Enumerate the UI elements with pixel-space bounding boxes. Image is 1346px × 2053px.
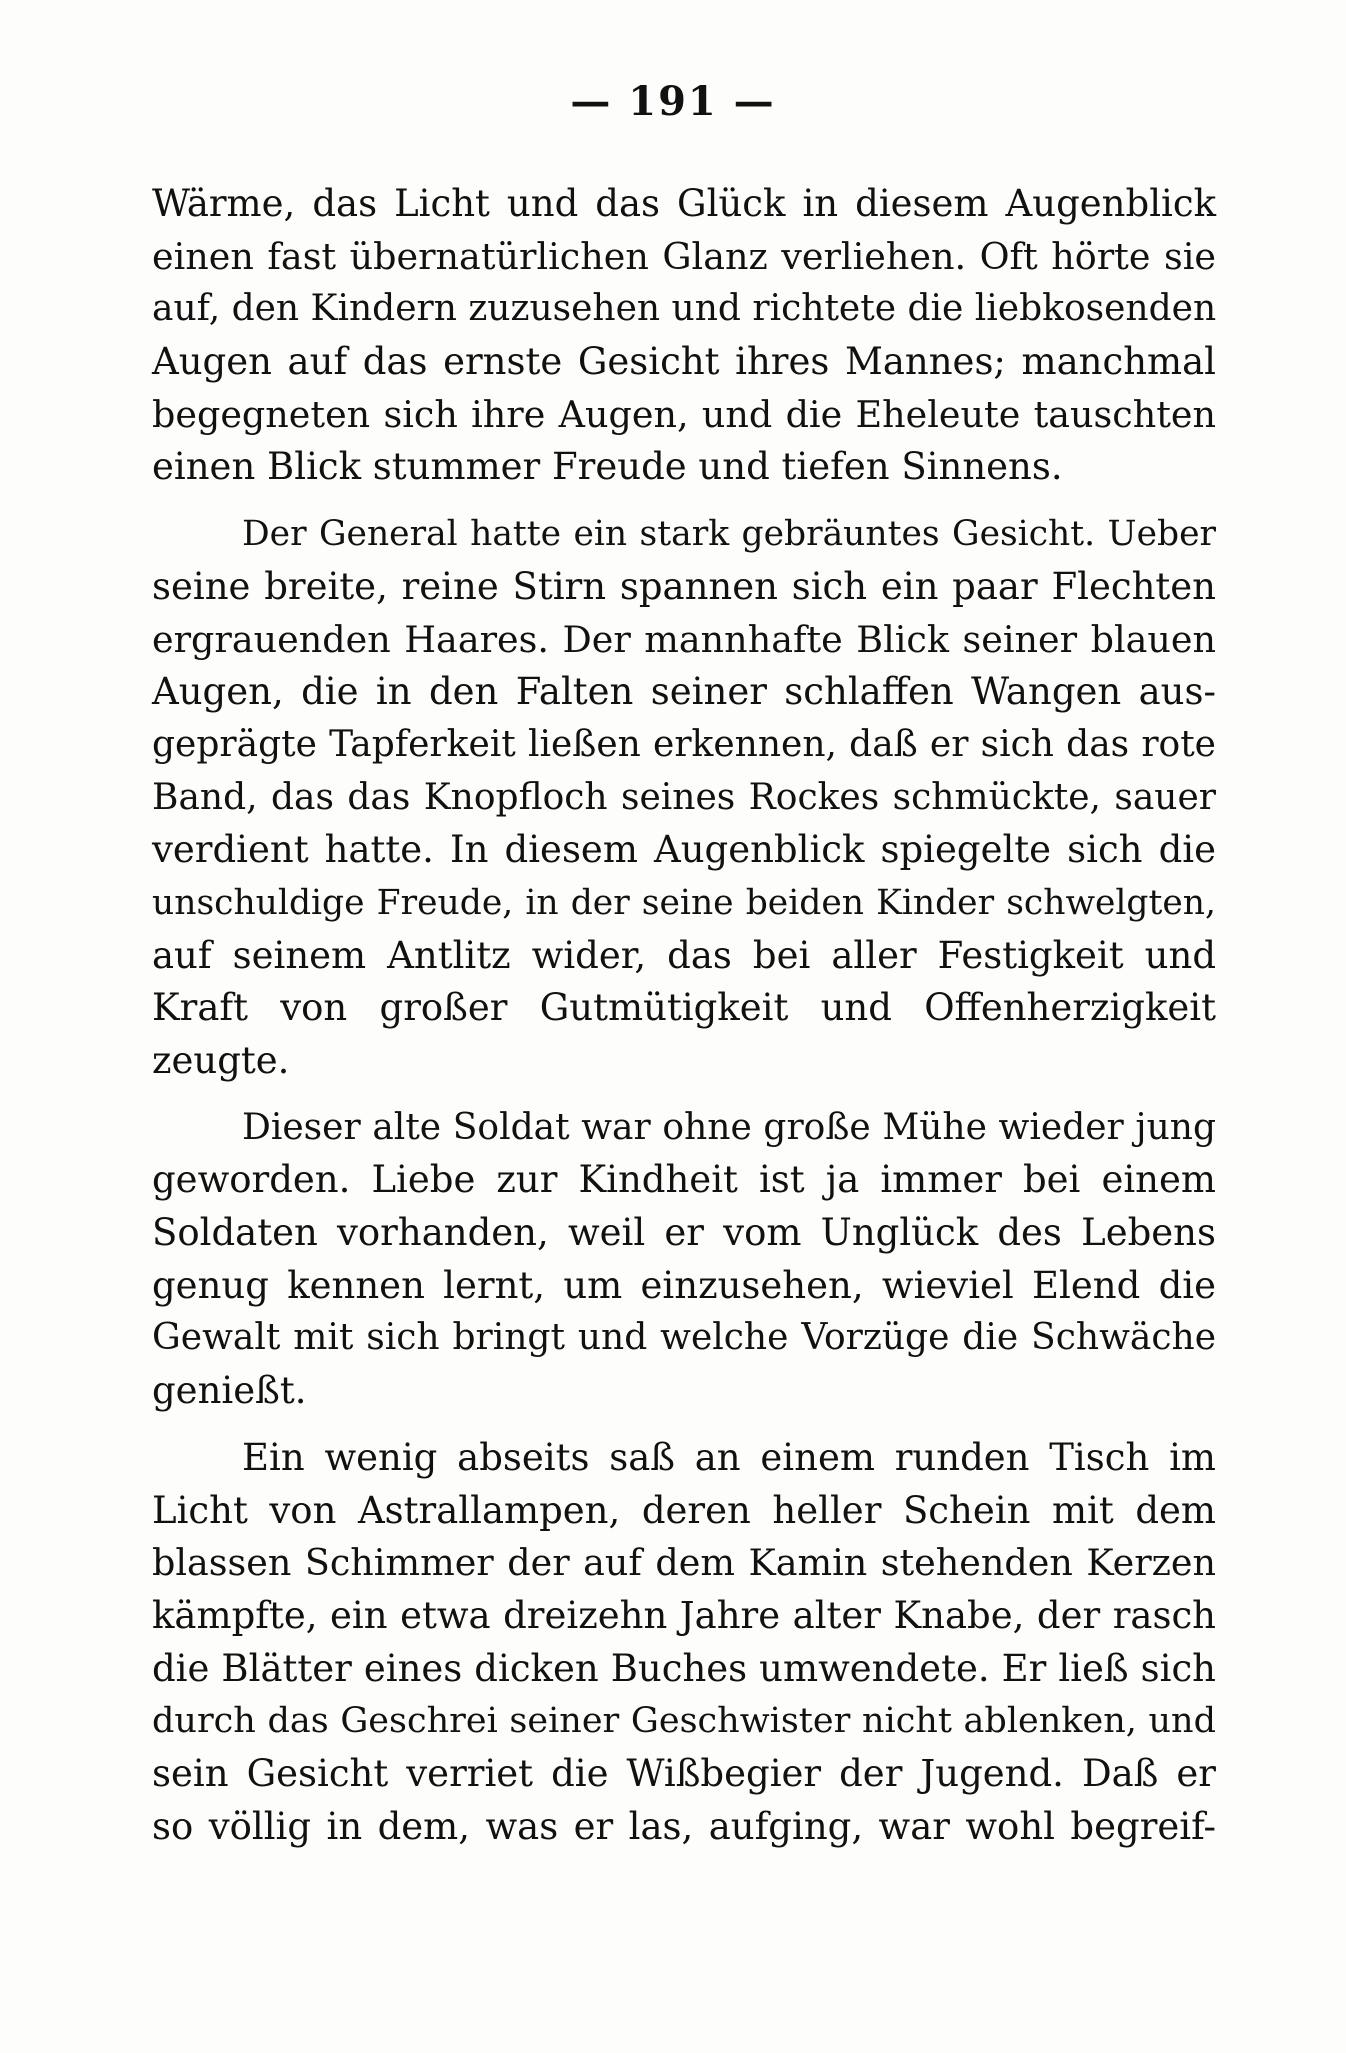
paragraph xyxy=(152,508,1216,1088)
text-line: genießt. xyxy=(152,1369,307,1413)
text-line: Wärme, das Licht und das Glück in diesem Augenblick xyxy=(152,182,1216,225)
page-number: — 191 — xyxy=(570,78,776,125)
text-line: Soldaten vorhanden, weil er vom Unglück des Lebens xyxy=(152,1211,1216,1255)
text-line: verdient hatte. In diesem Augenblick spiegelte sich die xyxy=(152,828,1216,872)
text-line: Der General hatte ein stark gebräuntes Gesicht. Ueber xyxy=(242,514,1216,555)
text-line: Band, das das Knopfloch seines Rockes schmückte, sauer xyxy=(152,776,1216,818)
paragraph xyxy=(152,178,1216,494)
text-line: unschuldige Freude, in der seine beiden Kinder schwelgten, xyxy=(152,882,1216,923)
text-line: ergrauenden Haares. Der mannhafte Blick seiner blauen xyxy=(152,617,1216,661)
text-line: einen Blick stummer Freude und tiefen Sinnens. xyxy=(152,445,1063,489)
text-line: Gewalt mit sich bringt und welche Vorzüge die Schwäche xyxy=(152,1317,1216,1359)
paragraph-gap xyxy=(152,1088,1216,1102)
text-line: blassen Schimmer der auf dem Kamin stehenden Kerzen xyxy=(152,1541,1216,1585)
text-line: so völlig in dem, was er las, aufging, war wohl begreif- xyxy=(152,1804,1216,1848)
text-line: geprägte Tapferkeit ließen erkennen, daß er sich das rote xyxy=(152,723,1216,765)
text-line: seine breite, reine Stirn spannen sich ein paar Flechten xyxy=(152,564,1216,608)
text-line: Kraft von großer Gutmütigkeit und Offenherzigkeit xyxy=(152,986,1216,1030)
text-line: durch das Geschrei seiner Geschwister nicht ablenken, und xyxy=(152,1701,1216,1742)
text-line: zeugte. xyxy=(152,1039,290,1082)
text-line: einen fast übernatürlichen Glanz verliehen. Oft hörte sie xyxy=(152,234,1216,278)
text-line: sein Gesicht verriet die Wißbegier der Jugend. Daß er xyxy=(152,1751,1216,1795)
body-text xyxy=(152,178,1216,1853)
paragraph xyxy=(152,1102,1216,1418)
paragraph-gap xyxy=(152,494,1216,508)
text-line: auf seinem Antlitz wider, das bei aller Festigkeit und xyxy=(152,933,1216,977)
text-line: begegneten sich ihre Augen, und die Eheleute tauschten xyxy=(152,392,1216,436)
text-line: kämpfte, ein etwa dreizehn Jahre alter Knabe, der rasch xyxy=(152,1593,1216,1637)
text-line: Augen, die in den Falten seiner schlaffen Wangen aus- xyxy=(152,670,1216,714)
text-line: Augen auf das ernste Gesicht ihres Mannes; manchmal xyxy=(152,340,1216,384)
text-line: genug kennen lernt, um einzusehen, wieviel Elend die xyxy=(152,1263,1216,1307)
text-line: Dieser alte Soldat war ohne große Mühe wieder jung xyxy=(242,1106,1216,1148)
text-line: geworden. Liebe zur Kindheit ist ja immer bei einem xyxy=(152,1158,1216,1202)
paragraph-gap xyxy=(152,1418,1216,1432)
text-line: Licht von Astrallampen, deren heller Schein mit dem xyxy=(152,1488,1216,1532)
text-line: auf, den Kindern zuzusehen und richtete die liebkosenden xyxy=(152,288,1217,330)
paragraph xyxy=(152,1432,1216,1854)
text-line: die Blätter eines dicken Buches umwendete. Er ließ sich xyxy=(152,1646,1216,1690)
text-line: Ein wenig abseits saß an einem runden Tisch im xyxy=(242,1435,1216,1479)
